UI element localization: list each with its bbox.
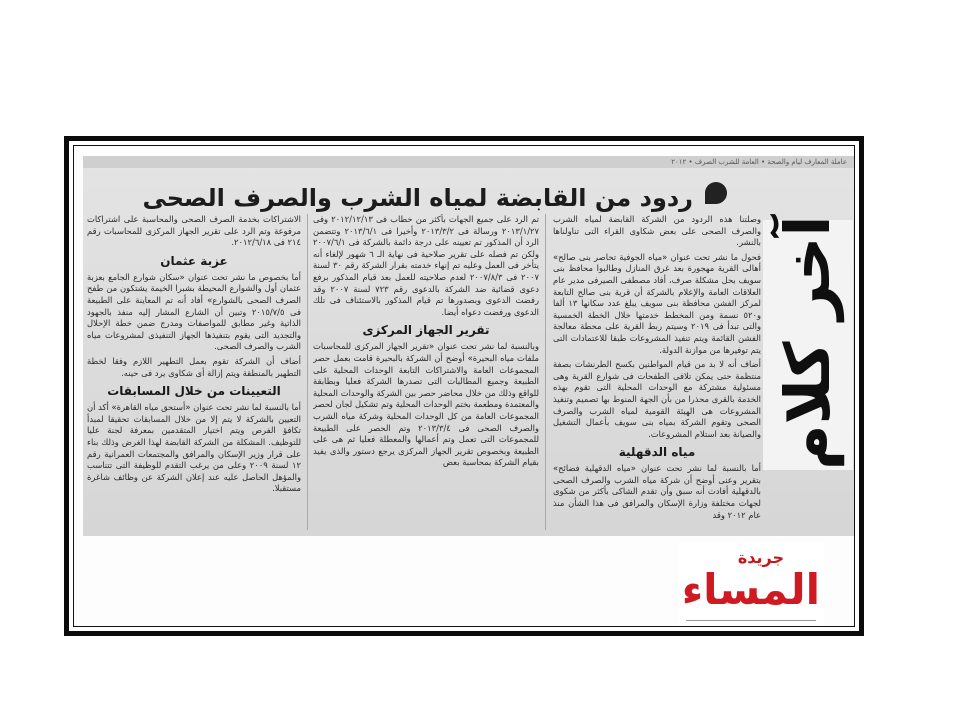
paragraph: الاشتراكات بخدمة الصرف الصحى والمحاسبة على اشتراكات مرفوعة وتم الرد على تقرير الجهاز المركزى للمحاسبات رقم ٢١٤ فى ٢٠١٢/٦/١٨. — [87, 214, 301, 248]
header-strip: عاملة المعارف ليام والصحة • العامة للشرب الصرف • ٢٠١٢ — [83, 156, 855, 168]
column-right — [553, 214, 761, 530]
side-title: آخر كلام — [771, 215, 844, 470]
side-title-box — [763, 215, 853, 470]
outer-frame — [64, 136, 864, 636]
paragraph: أضاف أنه لا بد من قيام المواطنين بكسح الطرنشات بصفة منتظمة حتى يمكن تلافى الطفحات فى شوارع القرية وهى مسئولية مشتركة مع الوحدات المحلية التى تقوم بهذه الخدمة بالقرى محذرا من بأن الجهة المنوط بها تصميم وتنفيذ المشروعات هى الهيئة القومية لمياه الشرب والصرف الصحى وتقوم الشركة بمياه بنى سويف بأعمال التشغيل والصيانة بعد استلام المشروعات. — [553, 359, 761, 439]
column-left — [87, 214, 301, 530]
logo-underline — [686, 620, 816, 621]
logo-line1: جريدة — [737, 548, 784, 567]
subhead-appointments: التعيينات من خلال المسابقات — [107, 384, 281, 399]
newspaper-clipping — [83, 156, 855, 536]
subhead-dakahlia: مياه الدقهلية — [618, 445, 696, 460]
column-middle — [313, 214, 539, 530]
speech-bubble-icon — [705, 182, 727, 204]
subhead-ezbet-othman: عزبة عثمان — [160, 253, 228, 268]
paragraph: فحول ما نشر تحت عنوان «مياه الجوفية تحاصر بنى صالح» أهالى القرية مهجورة بعد غرق المنازل وطالبوا محافظ بنى سويف بحل مشكلة صرف، أفاد مصطفى الصيرفى مدير عام العلاقات العامة والإعلام بالشركة أن قرية بنى صالح التابعة لمركز الفشن محافظة بنى سويف يبلغ عدد سكانها ١٣ ألفا و٥٢٠ نسمة ومن المخطط خدمتها خلال الخطة الخمسية والتى تبدأ فى ٢٠١٩ وسيتم ربط القرية على محطة معالجة الفشن القائمة ويتم تنفيذ المشروعات طبقا للاعتمادات التى يتم توفيرها من موازنة الدولة. — [553, 251, 761, 355]
paragraph: وصلتنا هذه الردود من الشركة القابضة لمياه الشرب والصرف الصحى على بعض شكاوى القراء التى تناولناها بالنشر. — [553, 214, 761, 248]
newspaper-logo — [678, 542, 824, 627]
paragraph: أما بالنسبة لما نشر تحت عنوان «مياه الدقهلية فضائح» بتقرير وعنى أوضح أن شركة مياه الشرب والصرف الصحى بالدقهلية أفادت أنه سبق وأن تقدم الشاكى بأكثر من شكوى لجهات مختلفة وزارة الإسكان والمرافق فى هذا الشأن منذ عام ٢٠١٢ وقد — [553, 463, 761, 520]
headline: ردود من القابضة لمياه الشرب والصرف الصحى — [142, 184, 693, 212]
paragraph: أما بخصوص ما نشر تحت عنوان «سكان شوارع الجامع بعزبة عثمان أول والشوارع المحيطة بشبرا الخيمة يشتكون من طفح الصرف الصحى بالشوارع» أفاد أنه تم المعاينة على الطبيعة فى ٢٠١٥/٧/٥ وتبين أن الشارع المشار إليه منفذ بالجهود الذاتية وغير مطابق للمواصفات ومدرج ضمن خطة الإحلال والتجديد التى يقوم بتنفيذها الجهاز التنفيذى لمشروعات مياه الشرب والصرف الصحى. — [87, 271, 301, 352]
paragraph: أما بالنسبة لما نشر تحت عنوان «أستحق مياه القاهرة» أكد أن التعيين بالشركة لا يتم إلا من خلال المسابقات تحقيقا لمبدأ تكافؤ الفرص ويتم اختيار المتقدمين بمعرفة لجنة عليا للتوظيف. المشكلة من الشركة القابضة لهذا الغرض وذلك بناء على قرار وزير الإسكان والمرافق والمجتمعات العمرانية رقم ١٢ لسنة ٢٠٠٩ وعلى من يرغب التقدم للوظيفة التى تتناسب والمؤهل الحاصل عليه عند إعلان الشركة عن وظائف شاغرة مستقبلا. — [87, 402, 301, 494]
paragraph: تم الرد على جميع الجهات بأكثر من خطاب فى ٢٠١٢/١٢/١٣ وفى ٢٠١٣/١/٢٧ ورسالة فى ٢٠١٣/٣/٢ وأخيرا فى ٢٠١٣/٦/١ وتتضمن الرد أن المذكور تم تعيينه على درجة دائمة بالشركة فى ٢٠٠٧/٦/١ ولكن تم فصله على تقرير صلاحية فى نهاية الـ ٦ شهور لإلغاء أنه يتأخر فى العمل وعليه تم إنهاء خدمته بقرار الشركة رقم ٣٠ لسنة ٢٠٠٧ فى ٢٠٠٧/٨/٣ لعدم صلاحيته للعمل بعد قيام المذكور برفع دعوى قضائية ضد الشركة بالدعوى رقم ٧٢٣ لسنة ٢٠٠٧ وقد رفضت الدعوى وبصدورها تم قيام المذكور بالاستئناف فى تلك الدعوى ورفضت دعواه أيضا. — [313, 214, 539, 317]
subhead-central-audit: تقرير الجهاز المركزى — [362, 323, 490, 338]
paragraph: وبالنسبة لما نشر تحت عنوان «تقرير الجهاز المركزى للمحاسبات ملفات مياه البحيرة» أوضح أن الشركة بالبحيرة قامت بعمل حصر المجموعات العامة والاشتراكات التابعة الوحدات المحلية على الطبيعة وجميع المطالبات التى تصدرها الشركة فعليا وبطابقة للواقع وذلك من خلال محاضر حصر بين الشركة والوحدات المحلية والمعتمدة ومطعمة بختم الوحدات المحلية وتم تشكيل لجان لحصر المجموعات العامة من كل الوحدات المحلية وشركة مياه الشرب والصرف الصحى فى ٢٠١٣/٣/٤ وتم الحصر على الطبيعة للمجموعات التى تعمل وتم أعمالها والمعطلة فعليا ثم هى على الطبيعة وبخصوص تقرير الجهاز المركزى يرجع دستور والذى يفيد بقيام الشركة بمحاسبة بعض — [313, 341, 539, 468]
paragraph: أضاف أن الشركة تقوم بعمل التطهير اللازم وفقا لخطة التطهير بالمنطقة ويتم إزالة أى شكاوى يرد فى حينه. — [87, 355, 301, 378]
column-divider — [545, 214, 546, 530]
column-divider — [307, 214, 308, 530]
logo-line2: المساء — [681, 565, 820, 614]
inner-frame — [73, 145, 855, 627]
